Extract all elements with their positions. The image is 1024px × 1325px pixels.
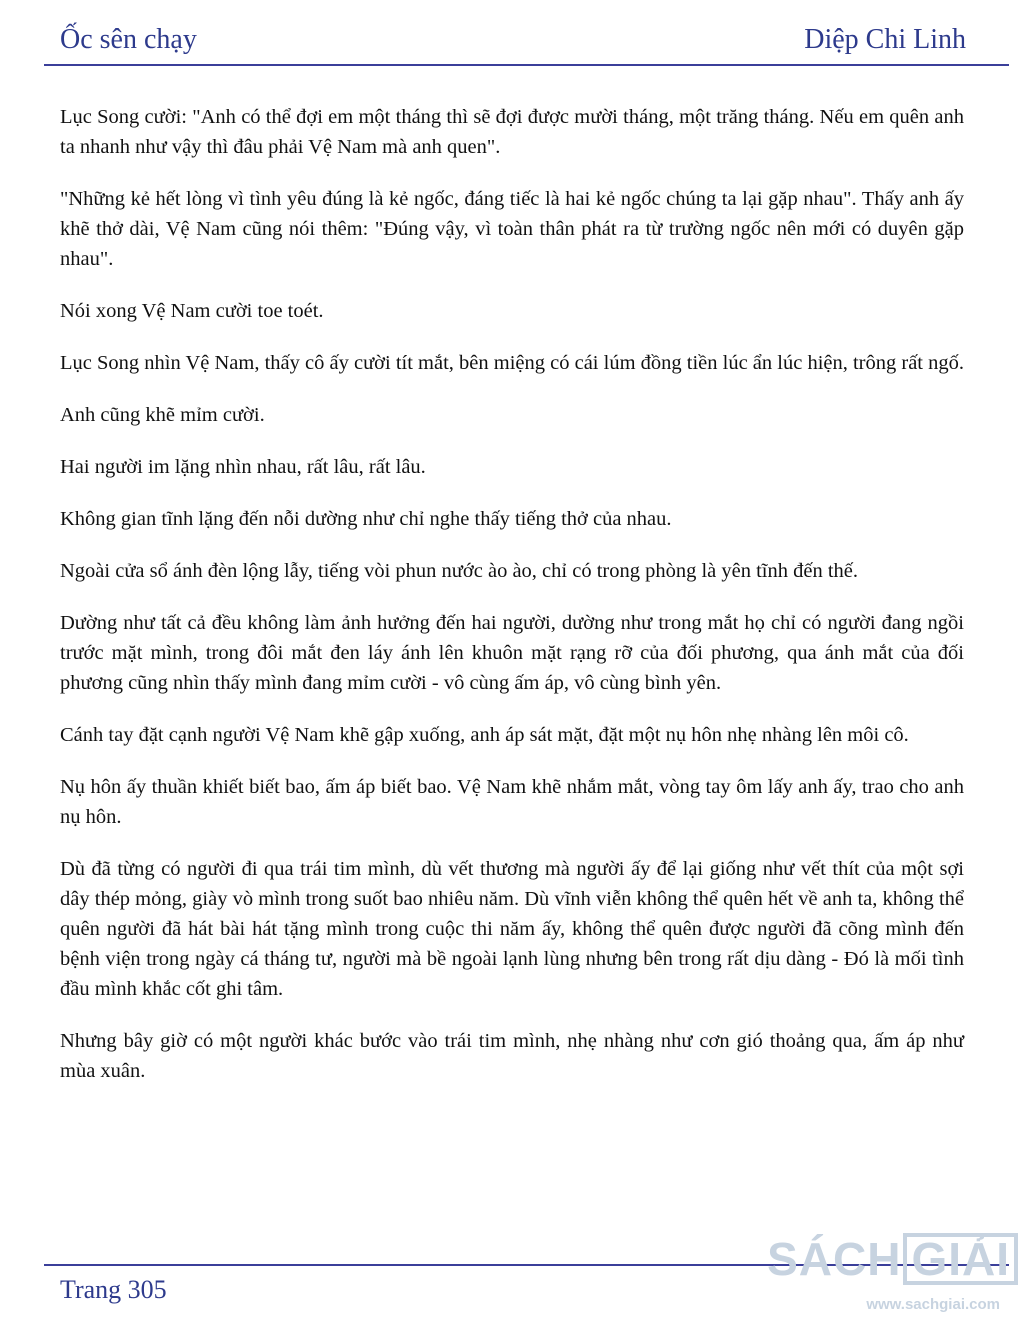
paragraph: Nụ hôn ấy thuần khiết biết bao, ấm áp biết bao. Vệ Nam khẽ nhắm mắt, vòng tay ôm lấy anh ấy, trao cho anh nụ hôn. <box>60 776 964 828</box>
paragraph: Anh cũng khẽ mỉm cười. <box>60 404 265 426</box>
paragraph: "Những kẻ hết lòng vì tình yêu đúng là kẻ ngốc, đáng tiếc là hai kẻ ngốc chúng ta lại gặp nhau". Thấy anh ấy khẽ thở dài, Vệ Nam cũng nói thêm: "Đúng vậy, vì toàn thân phát ra từ trường ngốc nên mới có duyên gặp nhau". <box>60 188 964 270</box>
paragraph: Lục Song cười: "Anh có thể đợi em một tháng thì sẽ đợi được mười tháng, một trăng tháng. Nếu em quên anh ta nhanh như vậy thì đâu phải Vệ Nam mà anh quen". <box>60 106 964 158</box>
paragraph: Nói xong Vệ Nam cười toe toét. <box>60 300 324 322</box>
page-body <box>60 102 964 1108</box>
watermark <box>767 1232 1018 1322</box>
paragraph: Nhưng bây giờ có một người khác bước vào trái tim mình, nhẹ nhàng như cơn gió thoảng qua, ấm áp như mùa xuân. <box>60 1030 964 1082</box>
author-name: Diệp Chi Linh <box>804 24 966 55</box>
paragraph: Dường như tất cả đều không làm ảnh hưởng đến hai người, dường như trong mắt họ chỉ có người đang ngồi trước mặt mình, trong đôi mắt đen láy ánh lên khuôn mặt rạng rỡ của đối phương, qua ánh mắt của đối phương cũng nhìn thấy mình đang mỉm cười - vô cùng ấm áp, vô cùng bình yên. <box>60 612 964 694</box>
book-title: Ốc sên chạy <box>60 24 197 55</box>
page-number: Trang 305 <box>60 1275 167 1304</box>
paragraph: Ngoài cửa sổ ánh đèn lộng lẫy, tiếng vòi phun nước ào ào, chỉ có trong phòng là yên tĩnh đến thế. <box>60 560 859 582</box>
header-rule <box>44 64 1009 66</box>
watermark-url: www.sachgiai.com <box>866 1296 1000 1313</box>
page-header <box>0 0 1024 66</box>
watermark-logo-box: GIẢI <box>903 1233 1018 1285</box>
watermark-logo <box>767 1232 1018 1286</box>
paragraph: Hai người im lặng nhìn nhau, rất lâu, rất lâu. <box>60 456 426 478</box>
watermark-logo-left: SÁCH <box>767 1233 902 1285</box>
paragraph: Cánh tay đặt cạnh người Vệ Nam khẽ gập xuống, anh áp sát mặt, đặt một nụ hôn nhẹ nhàng lên môi cô. <box>60 724 909 746</box>
paragraph: Dù đã từng có người đi qua trái tim mình, dù vết thương mà người ấy để lại giống như vết thít của một sợi dây thép mỏng, giày vò mình trong suốt bao nhiêu năm. Dù vĩnh viễn không thể quên hết về anh ta, không thể quên người đã hát bài hát tặng mình trong cuộc thi năm ấy, không thể quên được người đã cõng mình đến bệnh viện trong ngày cá tháng tư, người mà bề ngoài lạnh lùng nhưng bên trong rất dịu dàng - Đó là mối tình đầu mình khắc cốt ghi tâm. <box>60 858 964 1000</box>
paragraph: Không gian tĩnh lặng đến nỗi dường như chỉ nghe thấy tiếng thở của nhau. <box>60 508 672 530</box>
paragraph: Lục Song nhìn Vệ Nam, thấy cô ấy cười tít mắt, bên miệng có cái lúm đồng tiền lúc ẩn lúc hiện, trông rất ngố. <box>60 352 965 374</box>
